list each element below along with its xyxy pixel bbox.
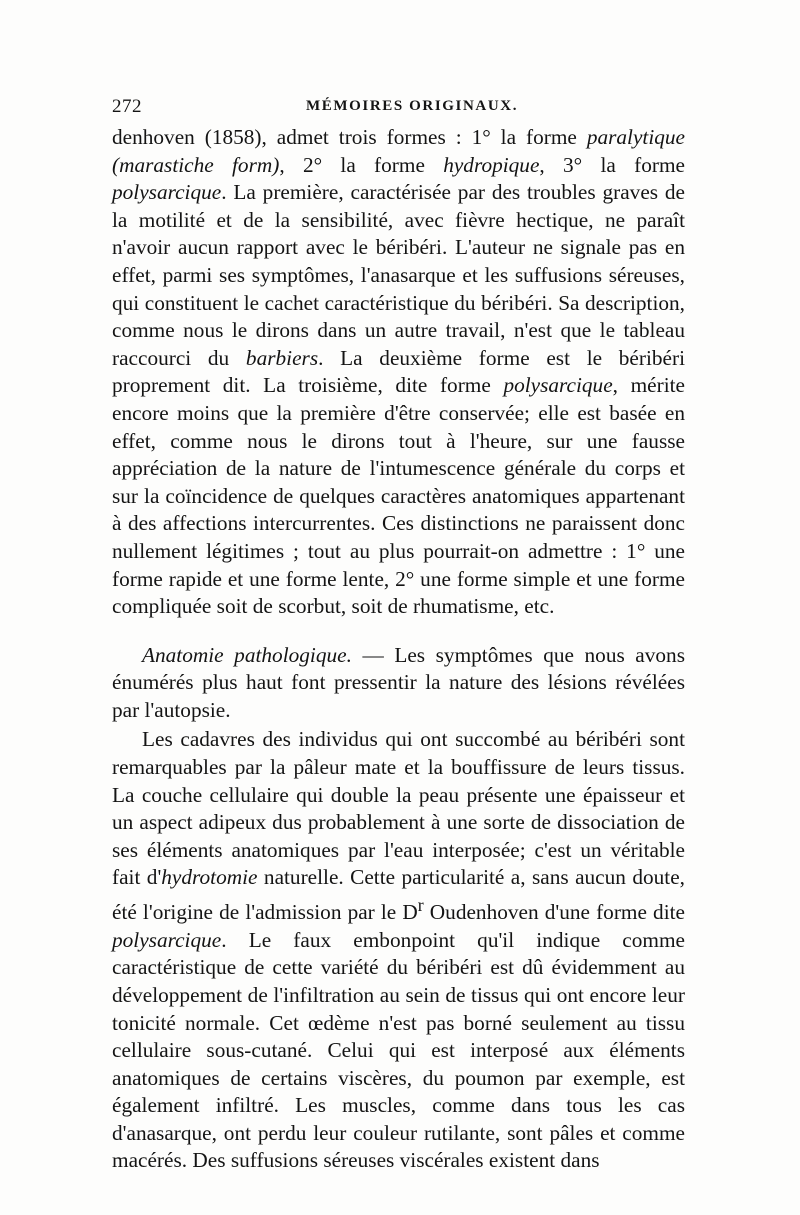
superscript: r: [417, 895, 424, 916]
text-run: denhoven (1858), admet trois formes : 1° la forme: [112, 125, 587, 149]
text-run: . La première, caractérisée par des troubles graves de la motilité et de la sensibilité, avec fièvre hectique, ne paraît n'avoir aucun rapport avec le béribéri. L'auteur ne signale pas en effet, parmi ses symptômes, l'anasarque et les suffusions séreuses, qui constituent le cachet caractéristique du béribéri. Sa description, comme nous le dirons dans un autre travail, n'est que le tableau raccourci du: [112, 180, 685, 370]
text-run: , 2° la forme: [279, 152, 444, 177]
paragraph-anatomie: [112, 642, 685, 725]
paragraph-cadavres: [112, 726, 685, 1175]
running-title: MÉMOIRES ORIGINAUX.: [306, 98, 519, 114]
text-run: — Les symptômes que nous avons énumérés plus haut font pressentir la nature des lésions révélées par l'autopsie.: [112, 642, 685, 722]
running-head: [112, 96, 684, 120]
paragraph-continuation: [112, 124, 685, 621]
section-heading: Anatomie pathologique.: [142, 642, 352, 667]
body-text: [112, 124, 685, 1175]
text-run: Oudenhoven d'une forme dite: [423, 900, 685, 925]
italic-term: paralytique (marastiche form): [112, 125, 685, 177]
italic-term: hydropique: [443, 152, 540, 177]
italic-term: polysarcique: [503, 373, 613, 398]
text-run: , 3° la forme: [539, 152, 685, 177]
italic-term: polysarcique: [112, 927, 222, 952]
text-run: , mérite encore moins que la première d'être conservée; elle est basée en effet, comme nous le dirons tout à l'heure, sur une fausse appréciation de la nature de l'intumescence générale du corps et sur la coïncidence de quelques caractères anatomiques appartenant à des affections intercurrentes. Ces distinctions ne paraissent donc nullement légitimes ; tout au plus pourrait-on admettre : 1° une forme rapide et une forme lente, 2° une forme simple et une forme compliquée soit de scorbut, soit de rhumatisme, etc.: [112, 373, 685, 619]
italic-term: polysarcique: [112, 180, 222, 205]
italic-term: hydrotomie: [161, 865, 258, 890]
text-run: . La deuxième forme est le béribéri proprement dit. La troisième, dite forme: [112, 345, 685, 398]
page-number: 272: [112, 96, 142, 117]
text-run: Les cadavres des individus qui ont succombé au béribéri sont remarquables par la pâleur mate et la bouffissure de leurs tissus. La couche cellulaire qui double la peau présente une épaisseur et un aspect adipeux dus probablement à une sorte de dissociation de ses éléments anatomiques par l'eau interposée; c'est un véritable fait d': [112, 727, 685, 890]
text-run: . Le faux embonpoint qu'il indique comme caractéristique de cette variété du béribéri est dû évidemment au développement de l'infiltration au sein de tissus qui ont encore leur tonicité normale. Cet œdème n'est pas borné seulement au tissu cellulaire sous-cutané. Celui qui est interposé aux éléments anatomiques de certains viscères, du poumon par exemple, est également infiltré. Les muscles, comme dans tous les cas d'anasarque, ont perdu leur couleur rutilante, sont pâles et comme macérés. Des suffusions séreuses viscérales existent dans: [112, 927, 685, 1173]
italic-term: barbiers: [245, 345, 319, 370]
text-run: naturelle. Cette particularité a, sans aucun doute, été l'origine de l'admission par le D: [112, 865, 685, 925]
